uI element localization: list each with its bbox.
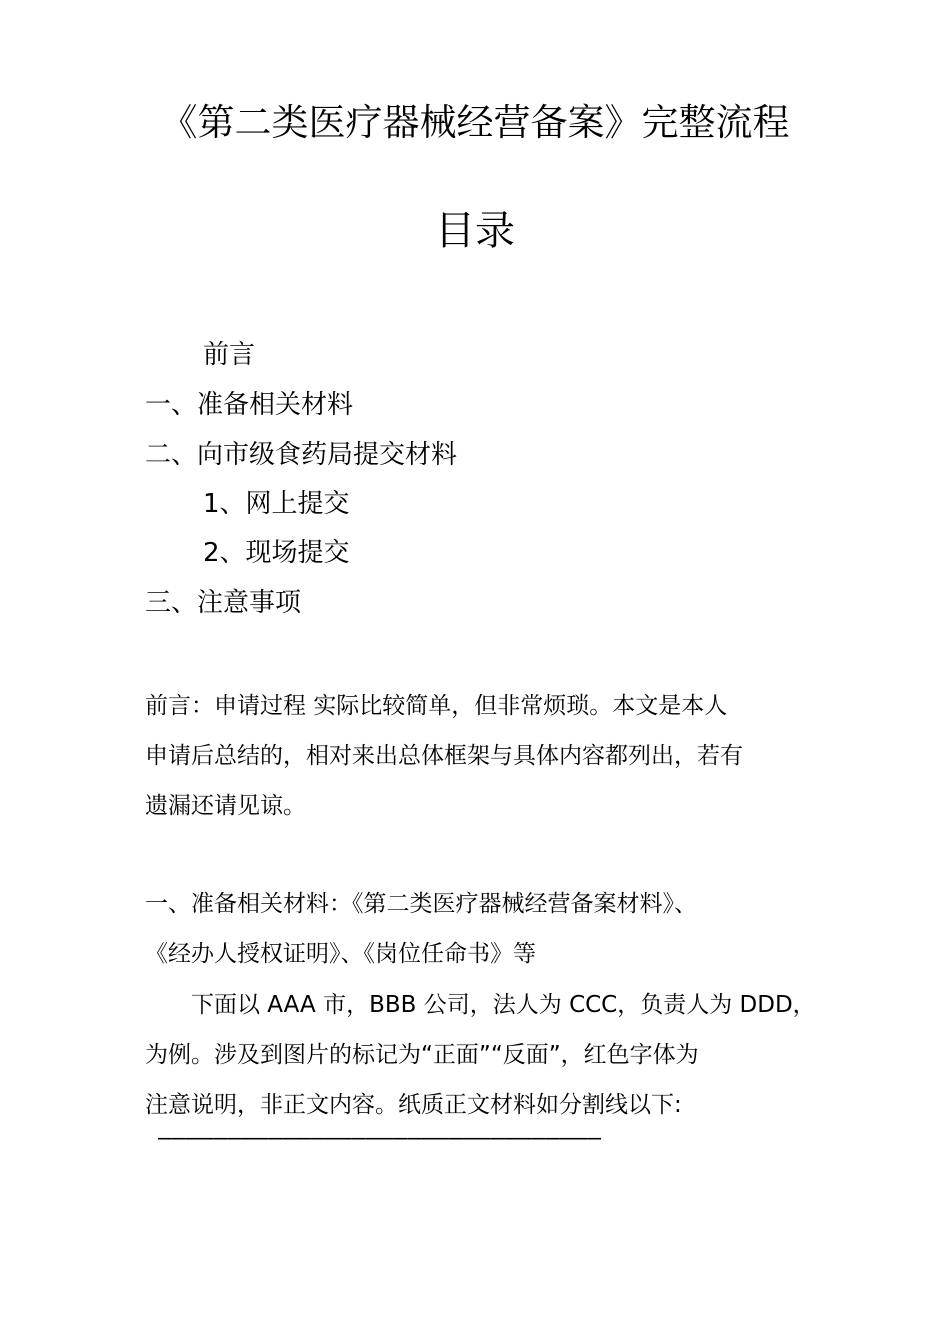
preface-paragraph <box>145 681 825 831</box>
toc-item-section-3: 三、注意事项 <box>145 588 302 618</box>
toc-item-section-2-1: 1、网上提交 <box>203 489 350 519</box>
toc-heading: 目录 <box>435 208 515 254</box>
section-1-line: 一、准备相关材料：《第二类医疗器械经营备案材料》、 <box>145 891 697 917</box>
section-1-paragraph <box>145 879 825 979</box>
document-title: 《第二类医疗器械经营备案》完整流程 <box>160 101 790 144</box>
example-line: 为例。涉及到图片的标记为“正面”“反面”，红色字体为 <box>145 1042 699 1068</box>
example-line: 注意说明，非正文内容。纸质正文材料如分割线以下: <box>145 1092 682 1118</box>
preface-line: 遗漏还请见谅。 <box>145 793 306 819</box>
example-paragraph <box>145 980 825 1130</box>
toc-item-section-1: 一、准备相关材料 <box>145 390 354 420</box>
toc-item-section-2: 二、向市级食药局提交材料 <box>145 440 458 470</box>
section-1-line: 《经办人授权证明》、《岗位任命书》等 <box>145 941 536 967</box>
toc-item-preface: 前言 <box>203 340 256 370</box>
toc-item-section-2-2: 2、现场提交 <box>203 538 350 568</box>
preface-line: 前言：申请过程 实际比较简单，但非常烦琐。本文是本人 <box>145 693 728 719</box>
preface-line: 申请后总结的，相对来出总体框架与具体内容都列出，若有 <box>145 743 743 769</box>
example-line: 下面以 AAA 市，BBB 公司，法人为 CCC，负责人为 DDD， <box>145 992 816 1018</box>
divider-line: ———————————————————————————————— <box>158 1125 602 1151</box>
